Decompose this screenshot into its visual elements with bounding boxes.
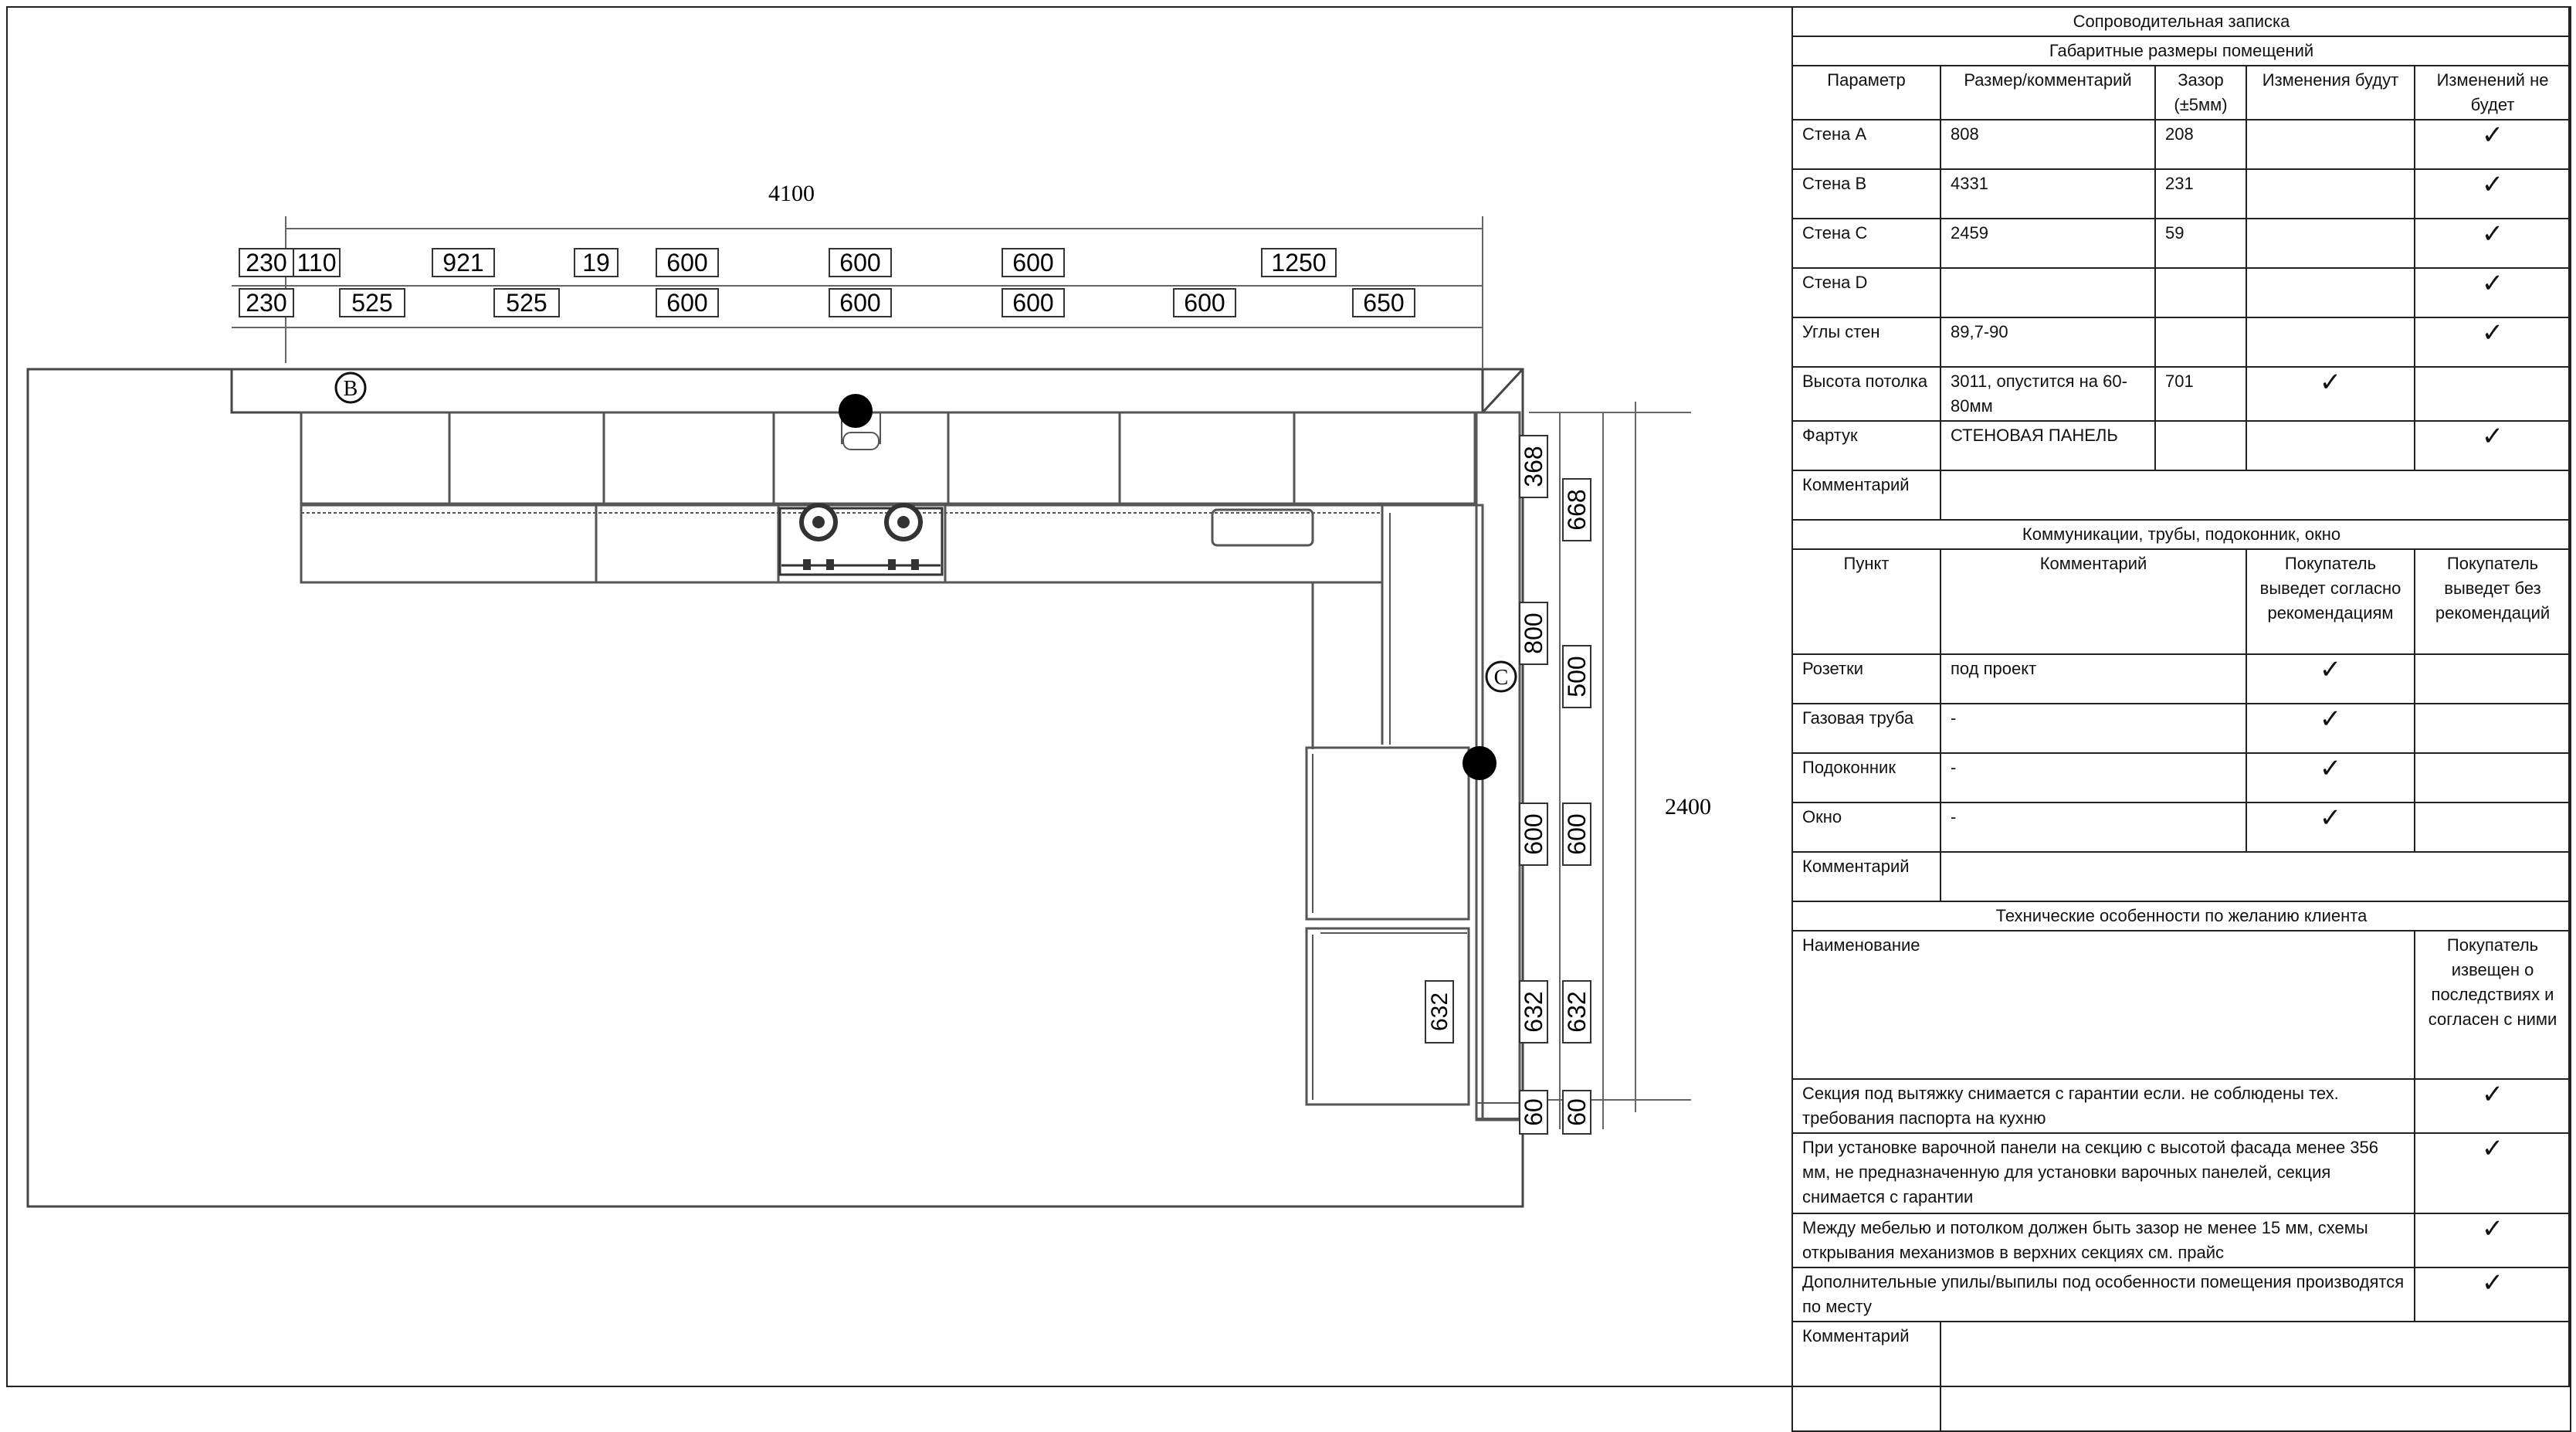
s1-comment-value [1940, 470, 2571, 520]
s2-item-cell: Газовая труба [1792, 704, 1940, 753]
s1-header-will: Изменения будут [2246, 66, 2415, 120]
s1-wont-check: ✓ [2415, 169, 2571, 219]
s3-ok-check: ✓ [2415, 1079, 2571, 1133]
s1-table-row [1792, 367, 2571, 421]
s1-will-check [2246, 120, 2415, 169]
s3-comment-label: Комментарий [1792, 1322, 1940, 1431]
s2-header-item: Пункт [1792, 549, 1940, 654]
s1-will-check [2246, 317, 2415, 367]
s1-wont-check: ✓ [2415, 120, 2571, 169]
s3-ok-check: ✓ [2415, 1213, 2571, 1267]
dim-top-row2-value [239, 289, 293, 317]
dim-right-col2-value [1563, 646, 1591, 708]
dim-top-row2-value [494, 289, 559, 317]
s1-table-row [1792, 268, 2571, 317]
svg-text:230: 230 [246, 289, 287, 317]
section2-title-row [1792, 520, 2571, 549]
s3-header-row [1792, 931, 2571, 1079]
s1-will-check [2246, 169, 2415, 219]
s2-table-row [1792, 654, 2571, 704]
s1-param-cell: Стена А [1792, 120, 1940, 169]
corner-socket-dot [1463, 746, 1496, 780]
s1-param-cell: Стена С [1792, 219, 1940, 268]
s3-comment-row [1792, 1322, 2571, 1431]
s1-header-param: Параметр [1792, 66, 1940, 120]
svg-text:600: 600 [1563, 813, 1591, 855]
s2-comment-cell: - [1940, 704, 2246, 753]
s1-comment-label: Комментарий [1792, 470, 1940, 520]
dim-top-row1-value [829, 249, 891, 277]
dim-right-col2-value [1563, 981, 1591, 1043]
s1-gap-cell: 208 [2155, 120, 2246, 169]
s2-norec-check [2415, 803, 2571, 852]
svg-text:525: 525 [351, 289, 393, 317]
dim-right-total-label: 2400 [1665, 794, 1711, 819]
s1-value-cell: 808 [1940, 120, 2155, 169]
s1-table-row [1792, 169, 2571, 219]
s1-header-wont: Изменений не будет [2415, 66, 2571, 120]
note-title: Сопроводительная записка [1792, 7, 2571, 36]
svg-text:500: 500 [1563, 656, 1591, 697]
s2-comment-cell: - [1940, 803, 2246, 852]
dim-top-row1-value [239, 249, 293, 277]
dim-top-row2-value [1174, 289, 1235, 317]
dim-top-row1-value [1002, 249, 1064, 277]
dim-top-total-label: 4100 [768, 181, 815, 206]
s2-norec-check [2415, 654, 2571, 704]
s3-table-row [1792, 1133, 2571, 1213]
s3-table-row [1792, 1267, 2571, 1322]
s1-table-row [1792, 317, 2571, 367]
s1-will-check [2246, 421, 2415, 470]
svg-text:800: 800 [1520, 613, 1547, 654]
s1-gap-cell: 59 [2155, 219, 2246, 268]
s1-gap-cell [2155, 317, 2246, 367]
svg-text:632: 632 [1427, 992, 1452, 1032]
dim-top-row2-value [1002, 289, 1064, 317]
s3-ok-check: ✓ [2415, 1133, 2571, 1213]
wall-c-label: C [1493, 666, 1509, 690]
s1-will-check: ✓ [2246, 367, 2415, 421]
dim-top-row1-value [1262, 249, 1336, 277]
hob [780, 505, 942, 575]
svg-text:600: 600 [1520, 813, 1547, 855]
s1-will-check [2246, 268, 2415, 317]
svg-text:600: 600 [1012, 289, 1054, 317]
lower-cabinets-b [301, 505, 1382, 582]
s1-value-cell: 3011, опустится на 60-80мм [1940, 367, 2155, 421]
s1-param-cell: Стена В [1792, 169, 1940, 219]
svg-text:600: 600 [666, 289, 708, 317]
svg-text:60: 60 [1563, 1098, 1591, 1126]
dim-top-row1-value [432, 249, 494, 277]
s2-item-cell: Подоконник [1792, 753, 1940, 803]
s2-header-row [1792, 549, 2571, 654]
s1-gap-cell: 701 [2155, 367, 2246, 421]
s2-table-row [1792, 803, 2571, 852]
upper-cabinets [301, 412, 1475, 504]
svg-text:632: 632 [1563, 991, 1591, 1033]
s1-value-cell [1940, 268, 2155, 317]
svg-text:668: 668 [1563, 489, 1591, 531]
svg-text:600: 600 [1012, 249, 1054, 277]
svg-text:600: 600 [839, 289, 881, 317]
s2-header-rec: Покупатель выведет согласно рекомендациям [2246, 549, 2415, 654]
s2-header-comment: Комментарий [1940, 549, 2246, 654]
s1-param-cell: Фартук [1792, 421, 1940, 470]
dim-top-row2-value [340, 289, 405, 317]
section1-header-row [1792, 66, 2571, 120]
dim-right-col1-value [1520, 1091, 1547, 1134]
section1-title: Габаритные размеры помещений [1792, 36, 2571, 66]
s1-wont-check: ✓ [2415, 268, 2571, 317]
s2-item-cell: Окно [1792, 803, 1940, 852]
s2-header-norec: Покупатель выведет без рекомендаций [2415, 549, 2571, 654]
svg-text:368: 368 [1520, 446, 1547, 487]
svg-text:19: 19 [582, 249, 610, 277]
dim-right-col1-value [1520, 602, 1547, 664]
s3-ok-check: ✓ [2415, 1267, 2571, 1322]
svg-text:110: 110 [297, 249, 337, 277]
svg-text:632: 632 [1520, 991, 1547, 1033]
dim-right-col2-value [1563, 803, 1591, 865]
s2-rec-check: ✓ [2246, 803, 2415, 852]
svg-text:600: 600 [666, 249, 708, 277]
s3-text-cell: Секция под вытяжку снимается с гарантии если. не соблюдены тех. требования паспорта на кухню [1792, 1079, 2415, 1133]
s2-comment-row [1792, 852, 2571, 901]
s2-rec-check: ✓ [2246, 654, 2415, 704]
s3-text-cell: При установке варочной панели на секцию с высотой фасада менее 356 мм, не предназначенную для установки варочных панелей, секция снимается с гарантии [1792, 1133, 2415, 1213]
svg-text:1250: 1250 [1271, 249, 1327, 277]
s1-wont-check [2415, 367, 2571, 421]
svg-text:600: 600 [839, 249, 881, 277]
dim-inner-632 [1425, 981, 1453, 1043]
s2-table-row [1792, 704, 2571, 753]
dim-top-row1-value [656, 249, 718, 277]
wall-b-label: B [343, 377, 358, 401]
wall-b-marker [336, 373, 365, 402]
s3-text-cell: Дополнительные упилы/выпилы под особенности помещения производятся по месту [1792, 1267, 2415, 1322]
s1-table-row [1792, 421, 2571, 470]
s1-comment-row [1792, 470, 2571, 520]
s2-rec-check: ✓ [2246, 753, 2415, 803]
svg-text:921: 921 [442, 249, 484, 277]
section2-title: Коммуникации, трубы, подоконник, окно [1792, 520, 2571, 549]
accompanying-note-table [1791, 6, 2571, 1432]
s2-comment-label: Комментарий [1792, 852, 1940, 901]
dim-right-col2-value [1563, 1091, 1591, 1134]
s1-value-cell: СТЕНОВАЯ ПАНЕЛЬ [1940, 421, 2155, 470]
svg-text:60: 60 [1520, 1098, 1547, 1126]
wall-c-marker [1486, 662, 1516, 691]
s2-norec-check [2415, 753, 2571, 803]
s1-value-cell: 4331 [1940, 169, 2155, 219]
svg-text:650: 650 [1363, 289, 1405, 317]
s1-value-cell: 2459 [1940, 219, 2155, 268]
svg-text:525: 525 [506, 289, 547, 317]
dim-right-col1-value [1520, 803, 1547, 865]
s2-comment-cell: под проект [1940, 654, 2246, 704]
s1-wont-check: ✓ [2415, 317, 2571, 367]
svg-text:600: 600 [1184, 289, 1225, 317]
s1-gap-cell [2155, 268, 2246, 317]
s3-text-cell: Между мебелью и потолком должен быть зазор не менее 15 мм, схемы открывания механизмов в верхних секциях см. прайс [1792, 1213, 2415, 1267]
s1-value-cell: 89,7-90 [1940, 317, 2155, 367]
s2-comment-cell: - [1940, 753, 2246, 803]
room-outline [28, 369, 1523, 1206]
s3-comment-value [1940, 1322, 2571, 1431]
s1-param-cell: Углы стен [1792, 317, 1940, 367]
dim-top-row1-value [575, 249, 618, 277]
s1-header-gap: Зазор (±5мм) [2155, 66, 2246, 120]
s1-gap-cell [2155, 421, 2246, 470]
s2-item-cell: Розетки [1792, 654, 1940, 704]
dim-right-total [1529, 402, 1691, 1112]
s3-header-ok: Покупатель извещен о последствиях и согласен с ними [2415, 931, 2571, 1079]
s1-gap-cell: 231 [2155, 169, 2246, 219]
dim-right-col2-value [1563, 479, 1591, 541]
s1-table-row [1792, 120, 2571, 169]
s2-table-row [1792, 753, 2571, 803]
svg-text:230: 230 [246, 249, 287, 277]
dim-top-row2-value [656, 289, 718, 317]
dim-top-row2-value [829, 289, 891, 317]
dim-top-row1-value [293, 249, 340, 277]
s2-rec-check: ✓ [2246, 704, 2415, 753]
s2-comment-value [1940, 852, 2571, 901]
dim-right-col1-value [1520, 436, 1547, 497]
s1-will-check [2246, 219, 2415, 268]
s1-header-value: Размер/комментарий [1940, 66, 2155, 120]
s1-wont-check: ✓ [2415, 219, 2571, 268]
s3-table-row [1792, 1213, 2571, 1267]
s3-table-row [1792, 1079, 2571, 1133]
sink [1212, 510, 1313, 545]
section3-title-row [1792, 901, 2571, 931]
s1-wont-check: ✓ [2415, 421, 2571, 470]
dim-top-row2-value [1353, 289, 1415, 317]
s3-header-name: Наименование [1792, 931, 2415, 1079]
s2-norec-check [2415, 704, 2571, 753]
s1-param-cell: Высота потолка [1792, 367, 1940, 421]
dim-right-col1-value [1520, 981, 1547, 1043]
section3-title: Технические особенности по желанию клиента [1792, 901, 2571, 931]
s1-table-row [1792, 219, 2571, 268]
s1-param-cell: Стена D [1792, 268, 1940, 317]
